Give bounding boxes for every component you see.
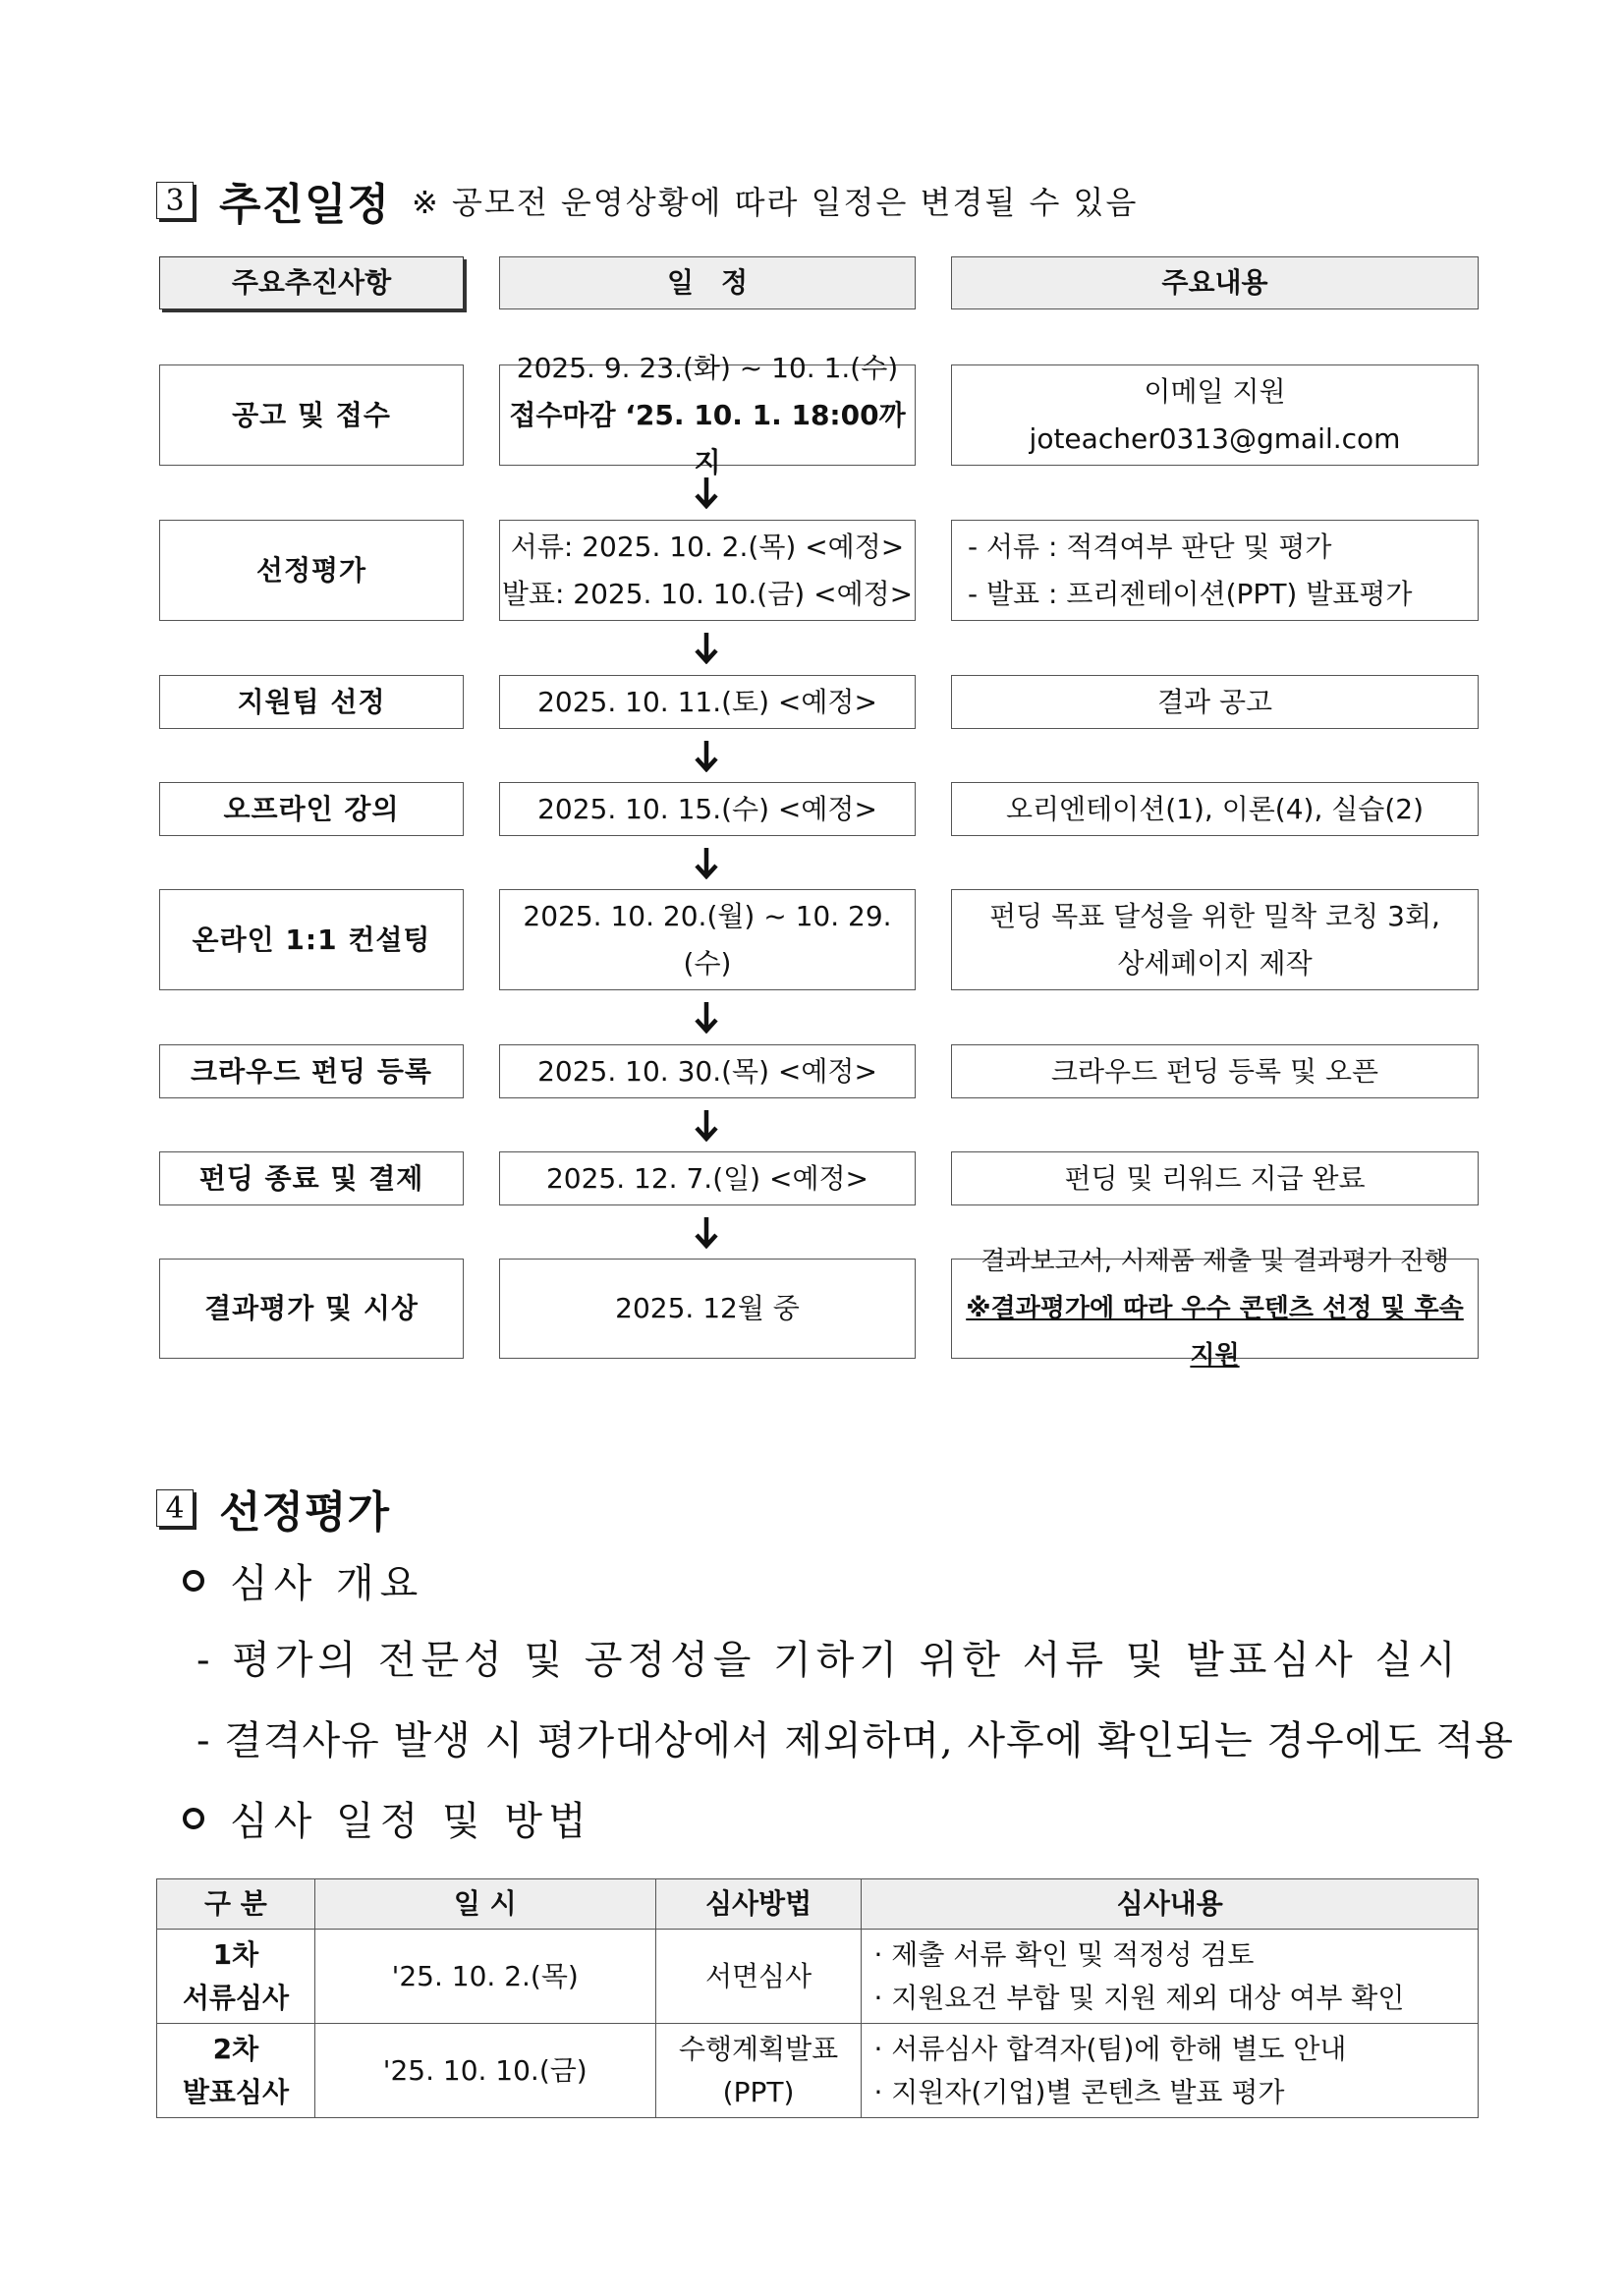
schedule-date xyxy=(499,351,916,478)
table-header: 심사내용 xyxy=(862,1879,1479,1930)
header-content: 주요내용 xyxy=(951,256,1479,309)
content-line: · 지원자(기업)별 콘텐츠 발표 평가 xyxy=(873,2075,1285,2108)
content-line: - 발표 : 프리젠테이션(PPT) 발표평가 xyxy=(968,577,1413,610)
section-number: 4 xyxy=(156,1489,194,1527)
content-line: 상세페이지 제작 xyxy=(1117,946,1313,980)
email-address: joteacher0313@gmail.com xyxy=(1029,421,1401,455)
method-line: (PPT) xyxy=(722,2075,795,2108)
content-line: 오리엔테이션(1), 이론(4), 실습(2) xyxy=(1005,792,1425,825)
schedule-content xyxy=(951,1044,1479,1098)
round-name: 서류심사 xyxy=(182,1981,290,2014)
round-cell xyxy=(157,1930,315,2024)
header-item: 주요추진사항 xyxy=(159,256,464,309)
schedule-item: 온라인 1:1 컨설팅 xyxy=(159,889,464,990)
content-line: 크라우드 펀딩 등록 및 오픈 xyxy=(1050,1054,1379,1088)
schedule-date xyxy=(499,520,916,621)
schedule-date-line: 2025. 12. 7.(일) <예정> xyxy=(545,1161,869,1195)
arrow-down-icon xyxy=(692,1000,721,1034)
content-line: 이메일 지원 xyxy=(1144,374,1286,408)
content-line: 펀딩 및 리워드 지급 완료 xyxy=(1064,1161,1366,1195)
schedule-item: 크라우드 펀딩 등록 xyxy=(159,1044,464,1098)
table-row xyxy=(157,1930,1479,2024)
schedule-date-line: 2025. 9. 23.(화) ~ 10. 1.(수) xyxy=(516,351,899,384)
content-note: ※결과평가에 따라 우수 콘텐츠 선정 및 후속 지원 xyxy=(966,1294,1464,1371)
schedule-date xyxy=(499,889,916,990)
schedule-deadline: 접수마감 ‘25. 10. 1. 18:00까지 xyxy=(509,398,906,478)
content-cell xyxy=(862,1930,1479,2024)
schedule-date-line: 2025. 10. 20.(월) ~ 10. 29.(수) xyxy=(523,899,892,980)
table-header: 일 시 xyxy=(314,1879,655,1930)
schedule-date-line: 2025. 10. 11.(토) <예정> xyxy=(537,685,877,718)
overview-heading-text: 심사 개요 xyxy=(230,1561,424,1606)
content-line: 결과 공고 xyxy=(1156,685,1273,718)
method-cell xyxy=(655,2024,862,2118)
content-line: 펀딩 목표 달성을 위한 밀착 코칭 3회, xyxy=(989,899,1440,932)
content-line: - 서류 : 적격여부 판단 및 평가 xyxy=(968,530,1332,563)
section-4-title xyxy=(156,1477,390,1540)
content-cell xyxy=(862,2024,1479,2118)
section-heading: 추진일정 xyxy=(219,180,391,230)
table-header: 심사방법 xyxy=(655,1879,862,1930)
schedule-date xyxy=(499,675,916,729)
schedule-content xyxy=(951,1247,1479,1371)
schedule-date-line: 발표: 2025. 10. 10.(금) <예정> xyxy=(501,577,914,610)
schedule-date-line: 2025. 12월 중 xyxy=(615,1292,800,1324)
content-line: · 서류심사 합격자(팀)에 한해 별도 안내 xyxy=(873,2032,1347,2065)
schedule-item: 지원팀 선정 xyxy=(159,675,464,729)
section-note: ※ 공모전 운영상황에 따라 일정은 변경될 수 있음 xyxy=(412,184,1139,221)
overview-item: - 결격사유 발생 시 평가대상에서 제외하며, 사후에 확인되는 경우에도 적용 xyxy=(196,1718,1514,1764)
schedule-content xyxy=(951,520,1479,621)
schedule-date xyxy=(499,1259,916,1359)
arrow-down-icon xyxy=(692,631,721,664)
schedule-date-line: 2025. 10. 30.(목) <예정> xyxy=(537,1054,877,1088)
method-cell xyxy=(655,1930,862,2024)
schedule-date xyxy=(499,782,916,836)
section-3-title xyxy=(156,169,1138,232)
table-header-row xyxy=(157,1879,1479,1930)
schedule-content xyxy=(951,889,1479,990)
round-number: 1차 xyxy=(212,1937,259,1971)
round-name: 발표심사 xyxy=(182,2075,290,2108)
schedule-item: 오프라인 강의 xyxy=(159,782,464,836)
schedule-item: 결과평가 및 시상 xyxy=(159,1259,464,1359)
content-line: · 지원요건 부합 및 지원 제외 대상 여부 확인 xyxy=(873,1981,1405,2014)
schedule-item: 선정평가 xyxy=(159,520,464,621)
circle-bullet-icon xyxy=(183,1808,204,1829)
evaluation-table xyxy=(156,1878,1479,2118)
schedule-content xyxy=(951,364,1479,466)
arrow-down-icon xyxy=(692,739,721,772)
content-line: 결과보고서, 시제품 제출 및 결과평가 진행 xyxy=(980,1247,1449,1276)
arrow-down-icon xyxy=(692,846,721,879)
table-header: 구 분 xyxy=(157,1879,315,1930)
arrow-down-icon xyxy=(692,1108,721,1142)
schedule-item: 공고 및 접수 xyxy=(159,364,464,466)
method-heading xyxy=(183,1790,592,1846)
arrow-down-icon xyxy=(692,1215,721,1249)
circle-bullet-icon xyxy=(183,1570,204,1592)
section-heading: 선정평가 xyxy=(219,1487,391,1538)
header-schedule: 일 정 xyxy=(499,256,916,309)
schedule-date-line: 서류: 2025. 10. 2.(목) <예정> xyxy=(510,530,905,563)
overview-heading xyxy=(183,1552,423,1608)
method-line: 수행계획발표 xyxy=(678,2032,839,2065)
overview-item: - 평가의 전문성 및 공정성을 기하기 위한 서류 및 발표심사 실시 xyxy=(196,1638,1461,1683)
arrow-down-icon xyxy=(692,476,721,509)
schedule-date-line: 2025. 10. 15.(수) <예정> xyxy=(537,792,877,825)
method-heading-text: 심사 일정 및 방법 xyxy=(230,1799,592,1844)
schedule-date xyxy=(499,1151,916,1205)
date-cell: '25. 10. 2.(목) xyxy=(314,1930,655,2024)
schedule-content xyxy=(951,1151,1479,1205)
date-cell: '25. 10. 10.(금) xyxy=(314,2024,655,2118)
method-line: 서면심사 xyxy=(704,1959,812,1992)
table-row xyxy=(157,2024,1479,2118)
content-line: · 제출 서류 확인 및 적정성 검토 xyxy=(873,1937,1255,1971)
schedule-date xyxy=(499,1044,916,1098)
schedule-item: 펀딩 종료 및 결제 xyxy=(159,1151,464,1205)
section-number: 3 xyxy=(156,182,194,219)
round-number: 2차 xyxy=(212,2032,259,2065)
schedule-content xyxy=(951,782,1479,836)
round-cell xyxy=(157,2024,315,2118)
schedule-content xyxy=(951,675,1479,729)
